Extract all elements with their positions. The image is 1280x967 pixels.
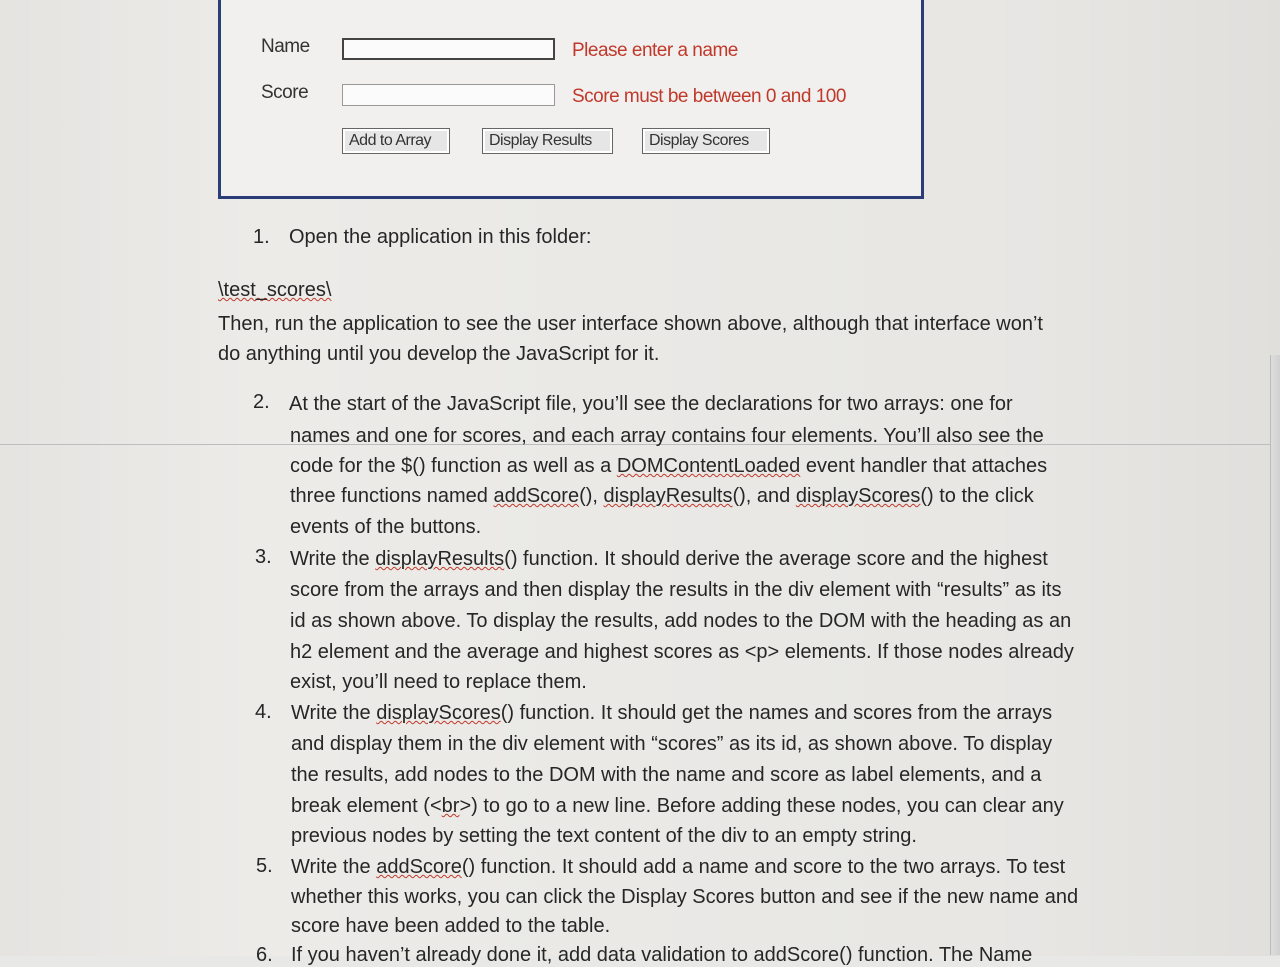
step-5-number: 5. (256, 855, 273, 877)
step-3-line-5: exist, you’ll need to replace them. (290, 671, 587, 693)
score-error-message: Score must be between 0 and 100 (572, 86, 846, 107)
step-5-line-1a: Write the (291, 856, 377, 878)
step-3-line-2: score from the arrays and then display the results in the div element with “results” as its (290, 579, 1062, 601)
step-5-line-3: score have been added to the table. (291, 915, 611, 937)
step-6-line-1: If you haven’t already done it, add data validation to addScore() function. The Name (291, 944, 1033, 966)
step-2-line-3c: event handler that attaches (800, 455, 1048, 477)
step-3-number: 3. (255, 546, 272, 568)
step-4-line-3: the results, add nodes to the DOM with the name and score as label elements, and a (291, 764, 1042, 786)
step-2-line-4e: (), and (732, 485, 796, 507)
addscore-term-2: addScore (376, 856, 462, 878)
step-4-line-4a: break element (< (291, 795, 442, 817)
name-label: Name (261, 36, 310, 57)
step-4-line-5: previous nodes by setting the text content of the div to an empty string. (291, 825, 917, 847)
step-2-line-4 (290, 485, 1034, 508)
step-2-line-3 (290, 455, 1047, 478)
step-2-line-3a: code for the $() function as well as a (290, 455, 617, 477)
step-5-line-1c: () function. It should add a name and score to the two arrays. To test (461, 856, 1066, 878)
step-1-text: Open the application in this folder: (289, 226, 592, 248)
app-form-panel (218, 0, 924, 199)
para-line-2: do anything until you develop the JavaScript for it. (218, 343, 660, 365)
step-1-number: 1. (253, 226, 270, 248)
displayscores-term-2: displayScores (376, 702, 501, 724)
step-5-line-1 (291, 856, 1065, 879)
br-term: br (441, 795, 460, 817)
step-4-number: 4. (255, 701, 272, 723)
step-2-line-5: events of the buttons. (290, 516, 482, 538)
add-to-array-button[interactable]: Add to Array (342, 128, 450, 154)
step-3-line-1c: () function. It should derive the average score and the highest (504, 548, 1048, 570)
displayresults-term: displayResults (603, 485, 733, 507)
step-4-line-1 (291, 702, 1052, 725)
step-2-line-4c: (), (579, 485, 604, 507)
step-2-line-4g: () to the click (920, 485, 1034, 507)
display-scores-button[interactable]: Display Scores (642, 128, 770, 154)
step-4-line-4 (291, 795, 1064, 818)
step-3-line-1a: Write the (290, 548, 376, 570)
score-input[interactable] (342, 84, 555, 106)
step-2-number: 2. (253, 391, 270, 413)
step-5-line-2: whether this works, you can click the Display Scores button and see if the new name and (291, 886, 1079, 908)
folder-path: \test_scores\ (218, 279, 332, 301)
step-6-number: 6. (256, 944, 273, 966)
displayresults-term-2: displayResults (375, 548, 505, 570)
name-input[interactable] (342, 38, 555, 60)
score-label: Score (261, 82, 309, 103)
step-3-line-3: id as shown above. To display the results, add nodes to the DOM with the heading as an (290, 610, 1072, 632)
domcontentloaded-term: DOMContentLoaded (616, 455, 801, 477)
step-3-line-1 (290, 548, 1048, 571)
step-2-line-1: At the start of the JavaScript file, you’ll see the declarations for two arrays: one for (289, 393, 1013, 415)
step-4-line-1a: Write the (291, 702, 377, 724)
step-3-line-4: h2 element and the average and highest scores as <p> elements. If those nodes already (290, 641, 1074, 663)
name-error-message: Please enter a name (572, 40, 738, 61)
step-4-line-4c: >) to go to a new line. Before adding these nodes, you can clear any (459, 795, 1064, 817)
step-4-line-2: and display them in the div element with “scores” as its id, as shown above. To display (291, 733, 1053, 755)
step-2-line-4a: three functions named (290, 485, 494, 507)
window-edge (1270, 355, 1280, 955)
display-results-button[interactable]: Display Results (482, 128, 613, 154)
step-2-line-2: names and one for scores, and each array contains four elements. You’ll also see the (290, 425, 1044, 447)
para-line-1: Then, run the application to see the user interface shown above, although that interface won’t (218, 313, 1043, 335)
addscore-term: addScore (493, 485, 580, 507)
displayscores-term: displayScores (795, 485, 921, 507)
step-4-line-1c: () function. It should get the names and scores from the arrays (500, 702, 1053, 724)
